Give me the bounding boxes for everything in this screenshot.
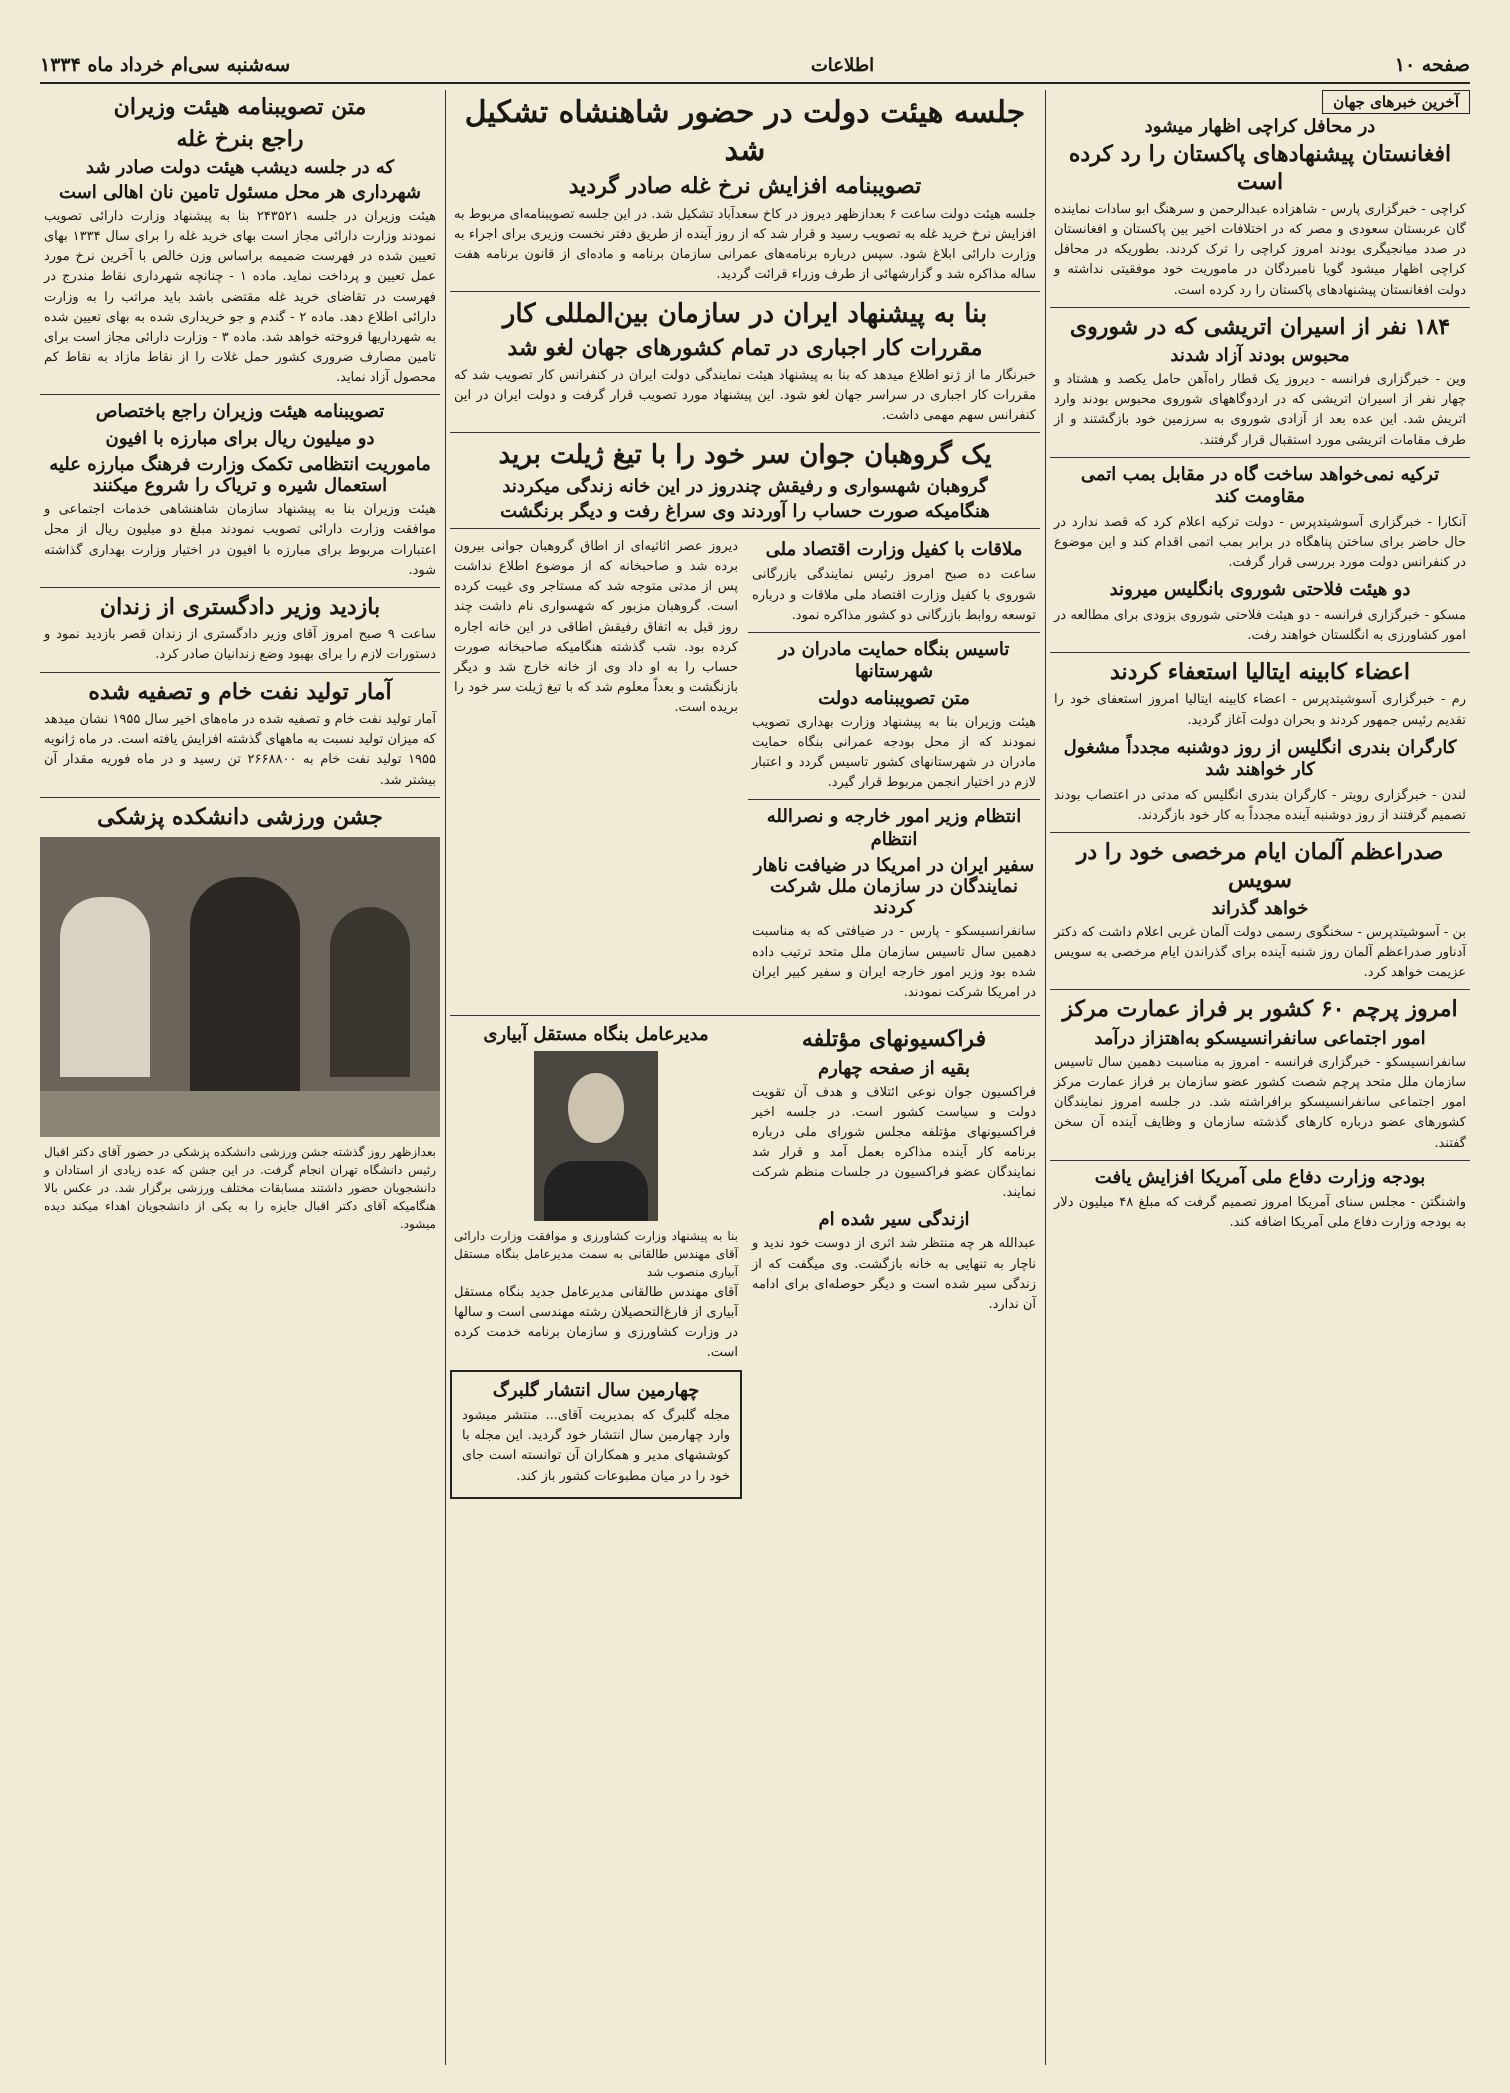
article-body: هیئت وزیران بنا به پیشنهاد سازمان شاهنشاهی خدمات اجتماعی و موافقت وزارت دارائی تصویب نمودند مبلغ دو میلیون ریال از محل اعتبارات مربوط برای مبارزه با افیون در اختیار وزارت بهداری گذاشته شود. (44, 502, 436, 578)
article-opium (40, 401, 440, 581)
article-subhead: امور اجتماعی سانفرانسیسکو به‌اهتزاز درآمد (1094, 1027, 1426, 1049)
article-subhead: که در جلسه دیشب هیئت دولت صادر شد (85, 157, 395, 178)
article-subhead: گروهبان شهسواری و رفیقش چندروز در این خانه زندگی میکردند (502, 475, 988, 497)
divider (40, 587, 440, 588)
article-headline: ترکیه نمی‌خواهد ساخت گاه در مقابل بمب اتمی مقاومت کند (1080, 463, 1440, 508)
article-body: آنکارا - خبرگزاری آسوشیتدپرس - دولت ترکیه اعلام کرد که قصد ندارد در حال حاضر برای ساختن پناهگاه در برابر بمب اتمی اقدام کند و این موضوع در کنفرانس دولت مورد بررسی قرار گرفت. (1054, 514, 1466, 571)
article-headline: تاسیس بنگاه حمایت مادران در شهرستانها (778, 638, 1010, 683)
article-afghanistan (1050, 116, 1470, 301)
lower-left-column (450, 1022, 742, 1503)
split-section-upper (450, 535, 1040, 1009)
article-headline: فراکسیونهای مؤتلفه (801, 1026, 987, 1053)
article-sports-festival (40, 804, 440, 1234)
article-headline: بنا به پیشنهاد ایران در سازمان بین‌المللی کار (502, 299, 988, 330)
column-divider (1045, 90, 1046, 2065)
column-divider (445, 90, 446, 2065)
article-headline: متن تصویبنامه هیئت وزیران (113, 94, 367, 120)
article-subhead: سفیر ایران در امریکا در ضیافت ناهار نمایندگان در سازمان ملل شرکت کردند (753, 855, 1035, 919)
divider (450, 432, 1040, 433)
article-body: رم - خبرگزاری آسوشیتدپرس - اعضاء کابینه ایتالیا امروز استعفای خود را تقدیم رئیس جمهور کردند و بحران دولت آغاز گردید. (1054, 692, 1466, 728)
article-headline: بازدید وزیر دادگستری از زندان (99, 593, 381, 620)
article-body: مجله گلبرگ که بمدیریت آقای... منتشر میشود وارد چهارمین سال انتشار خود گردید. این مجله با کوششهای مدیر و همکاران آن توانسته است جای خود را در میان مطبوعات کشور باز کند. (462, 1408, 730, 1484)
column-world-news (1050, 90, 1470, 2065)
article-body: آمار تولید نفت خام و تصفیه شده در ماه‌های اخیر سال ۱۹۵۵ نشان میدهد که میزان تولید نسبت به ماههای گذشته افزایش یافته است. در ماه ژانویه ۱۹۵۵ تولید نفت خام به ۲۶۶۸۸۰۰ تن رسید و در ماه فوریه مقدار آن بیشتر شد. (44, 712, 436, 788)
article-headline: انتظام وزیر امور خارجه و نصرالله انتظام (766, 806, 1022, 850)
divider (450, 528, 1040, 529)
article-body: بن - آسوشیتدپرس - سخنگوی رسمی دولت آلمان غربی اعلام داشت که دکتر آدناور صدراعظم آلمان روز شنبه آینده برای گذراندن ایام مرخصی به سویس عزیمت خواهد کرد. (1054, 925, 1466, 981)
article-body: سانفرانسیسکو - خبرگزاری فرانسه - امروز به مناسبت دهمین سال تاسیس سازمان ملل متحد پرچم شصت کشور عضو سازمان بر فراز عمارت مرکز امور اجتماعی سانفرانسیسکو برافراشته شد. در جلسه امروز نمایندگان کشورهای عضو درباره کارهای گذشته سازمان و وظایف آینده آن سخن گفتند. (1054, 1054, 1466, 1151)
masthead (40, 48, 1470, 84)
article-body: آقای مهندس طالقانی مدیرعامل جدید بنگاه مستقل آبیاری از فارغ‌التحصیلان رشته مهندسی است و سالها در وزارت کشاورزی و سازمان برنامه خدمت کرده است. (454, 1285, 738, 1361)
article-headline-2: راجع بنرخ غله (176, 125, 304, 152)
article-headline: اعضاء کابینه ایتالیا استعفاء کردند (1109, 658, 1411, 685)
article-headline: تصویبنامه هیئت وزیران راجع باختصاص (95, 401, 385, 423)
article-sergeant (450, 439, 1040, 522)
article-subhead: مقررات کار اجباری در تمام کشورهای جهان لغو شد (507, 334, 983, 361)
article-body: وین - خبرگزاری فرانسه - دیروز یک قطار راه‌آهن حامل یکصد و هشتاد و چهار نفر از اسیران اتریشی که در اردوگاههای شوروی محبوس بودند وارد اتریش شد. این عده بعد از آزادی شوروی به سرزمین خود بازگشتند و از طرف مقامات اتریشی مورد استقبال قرار گرفتند. (1054, 372, 1466, 448)
article-body: هیئت وزیران در جلسه ۲۴۳۵۲۱ بنا به پیشنهاد وزارت دارائی تصویب نمودند وزارت دارائی مجاز است بهای خرید غله را برای سال ۱۳۳۴ بهای تعیین شده در فهرست ضمیمه براساس وزن خالص با آخرین نرخ مورد عمل تعیین و پرداخت نماید. ماده ۱ - چنانچه شهرداری نقاط مندرج در فهرست در تقاضای خرید غله مقتضی باشد باید مراتب را به وزارت دارائی اطلاع دهد. ماده ۲ - گندم و جو خریداری شده به بهای تعیین شده به شهرداریها فروخته خواهد شد. ماده ۳ - وزارت دارائی مجاز است برای تامین مصارف ضروری کشور حمل غلات را از نقاط مازاد به نقاط کم محصول آزاد نماید. (44, 209, 436, 386)
divider (40, 797, 440, 798)
article-headline: صدراعظم آلمان ایام مرخصی خود را در سویس (1076, 839, 1444, 893)
article-body: واشنگتن - مجلس سنای آمریکا امروز تصمیم گرفت که مبلغ ۴۸ میلیون دلار به بودجه وزارت دفاع ملی آمریکا اضافه کند. (1054, 1195, 1466, 1231)
article-subhead: ازندگی سیر شده ام (818, 1209, 970, 1231)
photo-caption: بنا به پیشنهاد وزارت کشاورزی و موافقت وزارت دارائی آقای مهندس طالقانی به سمت مدیرعامل بنگاه مستقل آبیاری منصوب شد (454, 1229, 738, 1280)
divider (748, 799, 1040, 800)
article-headline: جلسه هیئت دولت در حضور شاهنشاه تشکیل شد (464, 95, 1026, 168)
column-left (40, 90, 440, 2065)
newspaper-name: اطلاعات (810, 54, 875, 76)
article-headline: ملاقات با کفیل وزارت اقتصاد ملی (765, 538, 1023, 560)
article-subhead: متن تصویبنامه دولت (818, 687, 970, 709)
article-subhead-2: شهرداری هر محل مسئول تامین نان اهالی است (58, 182, 421, 203)
article-body: ساعت ۹ صبح امروز آقای وزیر دادگستری از زندان قصر بازدید نمود و دستورات لازم را برای بهبود وضع زندانیان صادر کرد. (44, 627, 436, 663)
divider (40, 394, 440, 395)
lower-right-column (748, 1022, 1040, 1503)
article-headline: مدیرعامل بنگاه مستقل آبیاری (483, 1024, 709, 1046)
article-un-flags (1050, 996, 1470, 1153)
article-grain-decree (40, 94, 440, 388)
article-body: مسکو - خبرگزاری فرانسه - دو هیئت فلاحتی شوروی بزودی برای مطالعه در امور کشاورزی به انگلستان خواهند رفت. (1054, 607, 1466, 643)
article-headline: چهارمین سال انتشار گلبرگ (492, 1379, 700, 1401)
divider (748, 632, 1040, 633)
split-left-column (450, 535, 742, 1009)
divider (1050, 1160, 1470, 1161)
article-soviet-delegation (1050, 579, 1470, 646)
article-body: عبدالله هر چه منتظر شد اثری از دوست خود ندید و ناچار به تنهایی به خانه بازگشت. وی میگفت که از زندگی سیر شده است و دیگر حوصله‌ای برای ادامه آن ندارد. (752, 1236, 1036, 1312)
issue-date: سه‌شنبه سی‌ام خرداد ماه ۱۳۳۴ (40, 54, 291, 76)
divider (1050, 652, 1470, 653)
article-headline: دو هیئت فلاحتی شوروی بانگلیس میروند (1109, 579, 1411, 601)
article-austrian-prisoners (1050, 314, 1470, 451)
column-center (450, 90, 1040, 2065)
article-subhead: تصویبنامه افزایش نرخ غله صادر گردید (568, 173, 922, 199)
article-cabinet-meeting (450, 94, 1040, 285)
article-prison-visit (40, 594, 440, 666)
split-right-column (748, 535, 1040, 1009)
article-headline: افغانستان پیشنهادهای پاکستان را رد کرده است (1068, 141, 1452, 195)
article-body: دیروز عصر اثاثیه‌ای از اطاق گروهبان جوانی بیرون برده شد و صاحبخانه که از موضوع اطلاع نداشت پس از مدتی متوجه شد که مستاجر وی غیبت کرده است. گروهبان مزبور که شهسواری نام داشت چند روز قبل به اتفاق رفیقش اطاقی در این خانه اجاره کرده بود. شب گذشته هنگامیکه صاحبخانه صورت حساب را به او داد وی از خانه خارج شد و دیگر بازنگشت و بعداً معلوم شد که با تیغ ژیلت سر خود را بریده است. (454, 538, 738, 716)
divider (40, 672, 440, 673)
article-body: کراچی - خبرگزاری پارس - شاهزاده عبدالرحمن و سرهنگ ابو سادات نماینده گان عربستان سعودی و مصر که در اختلافات اخیر بین پاکستان و افغانستان در صدد میانجیگری بودند امروز کراچی را ترک کردند. بطوریکه در محافل کراچی اظهار میشود گویا نامبردگان در ماموریت خود موفقیتی نداشته و دولت افغانستان پیشنهادهای پاکستان را رد کرده است. (1054, 202, 1466, 298)
article-body: سانفرانسیسکو - پارس - در ضیافتی که به مناسبت دهمین سال تاسیس سازمان ملل متحد ترتیب داده شده بود وزیر امور خارجه ایران و سفیر کبیر ایران در امریکا شرکت نمودند. (752, 924, 1036, 1000)
article-headline: یک گروهبان جوان سر خود را با تیغ ژیلت برید (498, 440, 992, 471)
article-subhead-2: هنگامیکه صورت حساب را آوردند وی سراغ رفت و دیگر برنگشت (500, 500, 990, 522)
article-body: لندن - خبرگزاری رویتر - کارگران بندری انگلیس که مدتی در اعتصاب بودند تصمیم گرفتند از روز دوشنبه آینده مجدداً به کار خود بازگردند. (1054, 787, 1466, 823)
split-section-lower (450, 1022, 1040, 1503)
divider (1050, 457, 1470, 458)
article-headline: بودجه وزارت دفاع ملی آمریکا افزایش یافت (1094, 1166, 1426, 1188)
article-headline: جشن ورزشی دانشکده پزشکی (97, 803, 383, 830)
article-kicker: در محافل کراچی اظهار میشود (1144, 116, 1376, 137)
article-headline: آمار تولید نفت خام و تصفیه شده (88, 678, 392, 705)
article-turkey (1050, 464, 1470, 573)
article-headline: ۱۸۴ نفر از اسیران اتریشی که در شوروی (1069, 313, 1451, 340)
article-us-defense-budget (1050, 1167, 1470, 1234)
divider (1050, 989, 1470, 990)
article-adenauer (1050, 839, 1470, 983)
article-dock-workers (1050, 737, 1470, 826)
article-subhead: بقیه از صفحه چهارم (817, 1057, 971, 1079)
photo-caption: بعدازظهر روز گذشته جشن ورزشی دانشکده پزشکی در حضور آقای دکتر اقبال رئیس دانشگاه تهران انجام گرفت. در این جشن که عده زیادی از استادان و دانشجویان حضور داشتند مسابقات مختلف ورزشی برگزار شد. در عکس بالا هنگامیکه آقای دکتر اقبال جایزه را به یکی از دانشجویان اهداء میکند دیده میشود. (44, 1145, 436, 1232)
article-headline-2: دو میلیون ریال برای مبارزه با افیون (105, 427, 375, 449)
divider (1050, 307, 1470, 308)
divider (450, 291, 1040, 292)
article-oil-stats (40, 679, 440, 791)
article-ilo (450, 298, 1040, 426)
article-body: فراکسیون جوان نوعی ائتلاف و هدف آن تقویت دولت و سیاست کشور است. در جلسه اخیر فراکسیونهای مؤتلفه مجلس شورای ملی درباره برنامه کار آینده مذاکره بعمل آمد و قرار شد نمایندگان عضو فراکسیون در جلسات منظم شرکت نمایند. (752, 1084, 1036, 1201)
article-subhead: محبوس بودند آزاد شدند (1170, 345, 1350, 367)
article-subhead: خواهد گذراند (1211, 898, 1309, 920)
article-body: خبرنگار ما از ژنو اطلاع میدهد که بنا به پیشنهاد هیئت نمایندگی دولت ایران در کنفرانس کار تصویب شد که مقررات کار اجباری در سراسر جهان لغو شود. این پیشنهاد مورد تصویب قرار گرفت و دولت ایران در این کنفرانس سهم مهمی داشت. (454, 368, 1036, 424)
divider (1050, 832, 1470, 833)
article-italy-cabinet (1050, 659, 1470, 731)
divider (450, 1015, 1040, 1016)
page-number: صفحه ۱۰ (1394, 54, 1470, 76)
boxed-article (450, 1370, 742, 1499)
article-body: جلسه هیئت دولت ساعت ۶ بعدازظهر دیروز در کاخ سعدآباد تشکیل شد. در این جلسه تصویبنامه‌ای مربوط به افزایش نرخ خرید غله به تصویب رسید و قرار شد که از روز آینده از طریق دفتر نخست وزیری برای اجراء به وزارت دارائی ابلاغ شود. سپس درباره برنامه‌های عمرانی سازمان برنامه و ماده‌ای از قانون برنامه هفت ساله مذاکره شد و گزارشهائی از طرف وزراء قرائت گردید. (454, 206, 1036, 282)
article-body: هیئت وزیران بنا به پیشنهاد وزارت بهداری تصویب نمودند که از محل بودجه عمرانی بنگاه حمایت مادران در شهرستانهای کشور تاسیس گردد و اعتبار لازم در اختیار انجمن مربوط قرار گیرد. (752, 714, 1036, 791)
portrait-photo (534, 1051, 658, 1221)
article-headline: امروز پرچم ۶۰ کشور بر فراز عمارت مرکز (1062, 996, 1458, 1023)
section-label: آخرین خبرهای جهان (1322, 90, 1470, 114)
article-body: ساعت ده صبح امروز رئیس نمایندگی بازرگانی شوروی با کفیل وزارت اقتصاد ملی ملاقات و درباره توسعه روابط بازرگانی دو کشور مذاکره نمود. (752, 567, 1036, 623)
news-photo (40, 837, 440, 1137)
article-subhead: ماموریت انتظامی تکمک وزارت فرهنگ مبارزه علیه استعمال شیره و تریاک را شروع میکنند (49, 454, 431, 497)
article-headline: کارگران بندری انگلیس از روز دوشنبه مجدداً مشغول کار خواهند شد (1063, 736, 1457, 781)
